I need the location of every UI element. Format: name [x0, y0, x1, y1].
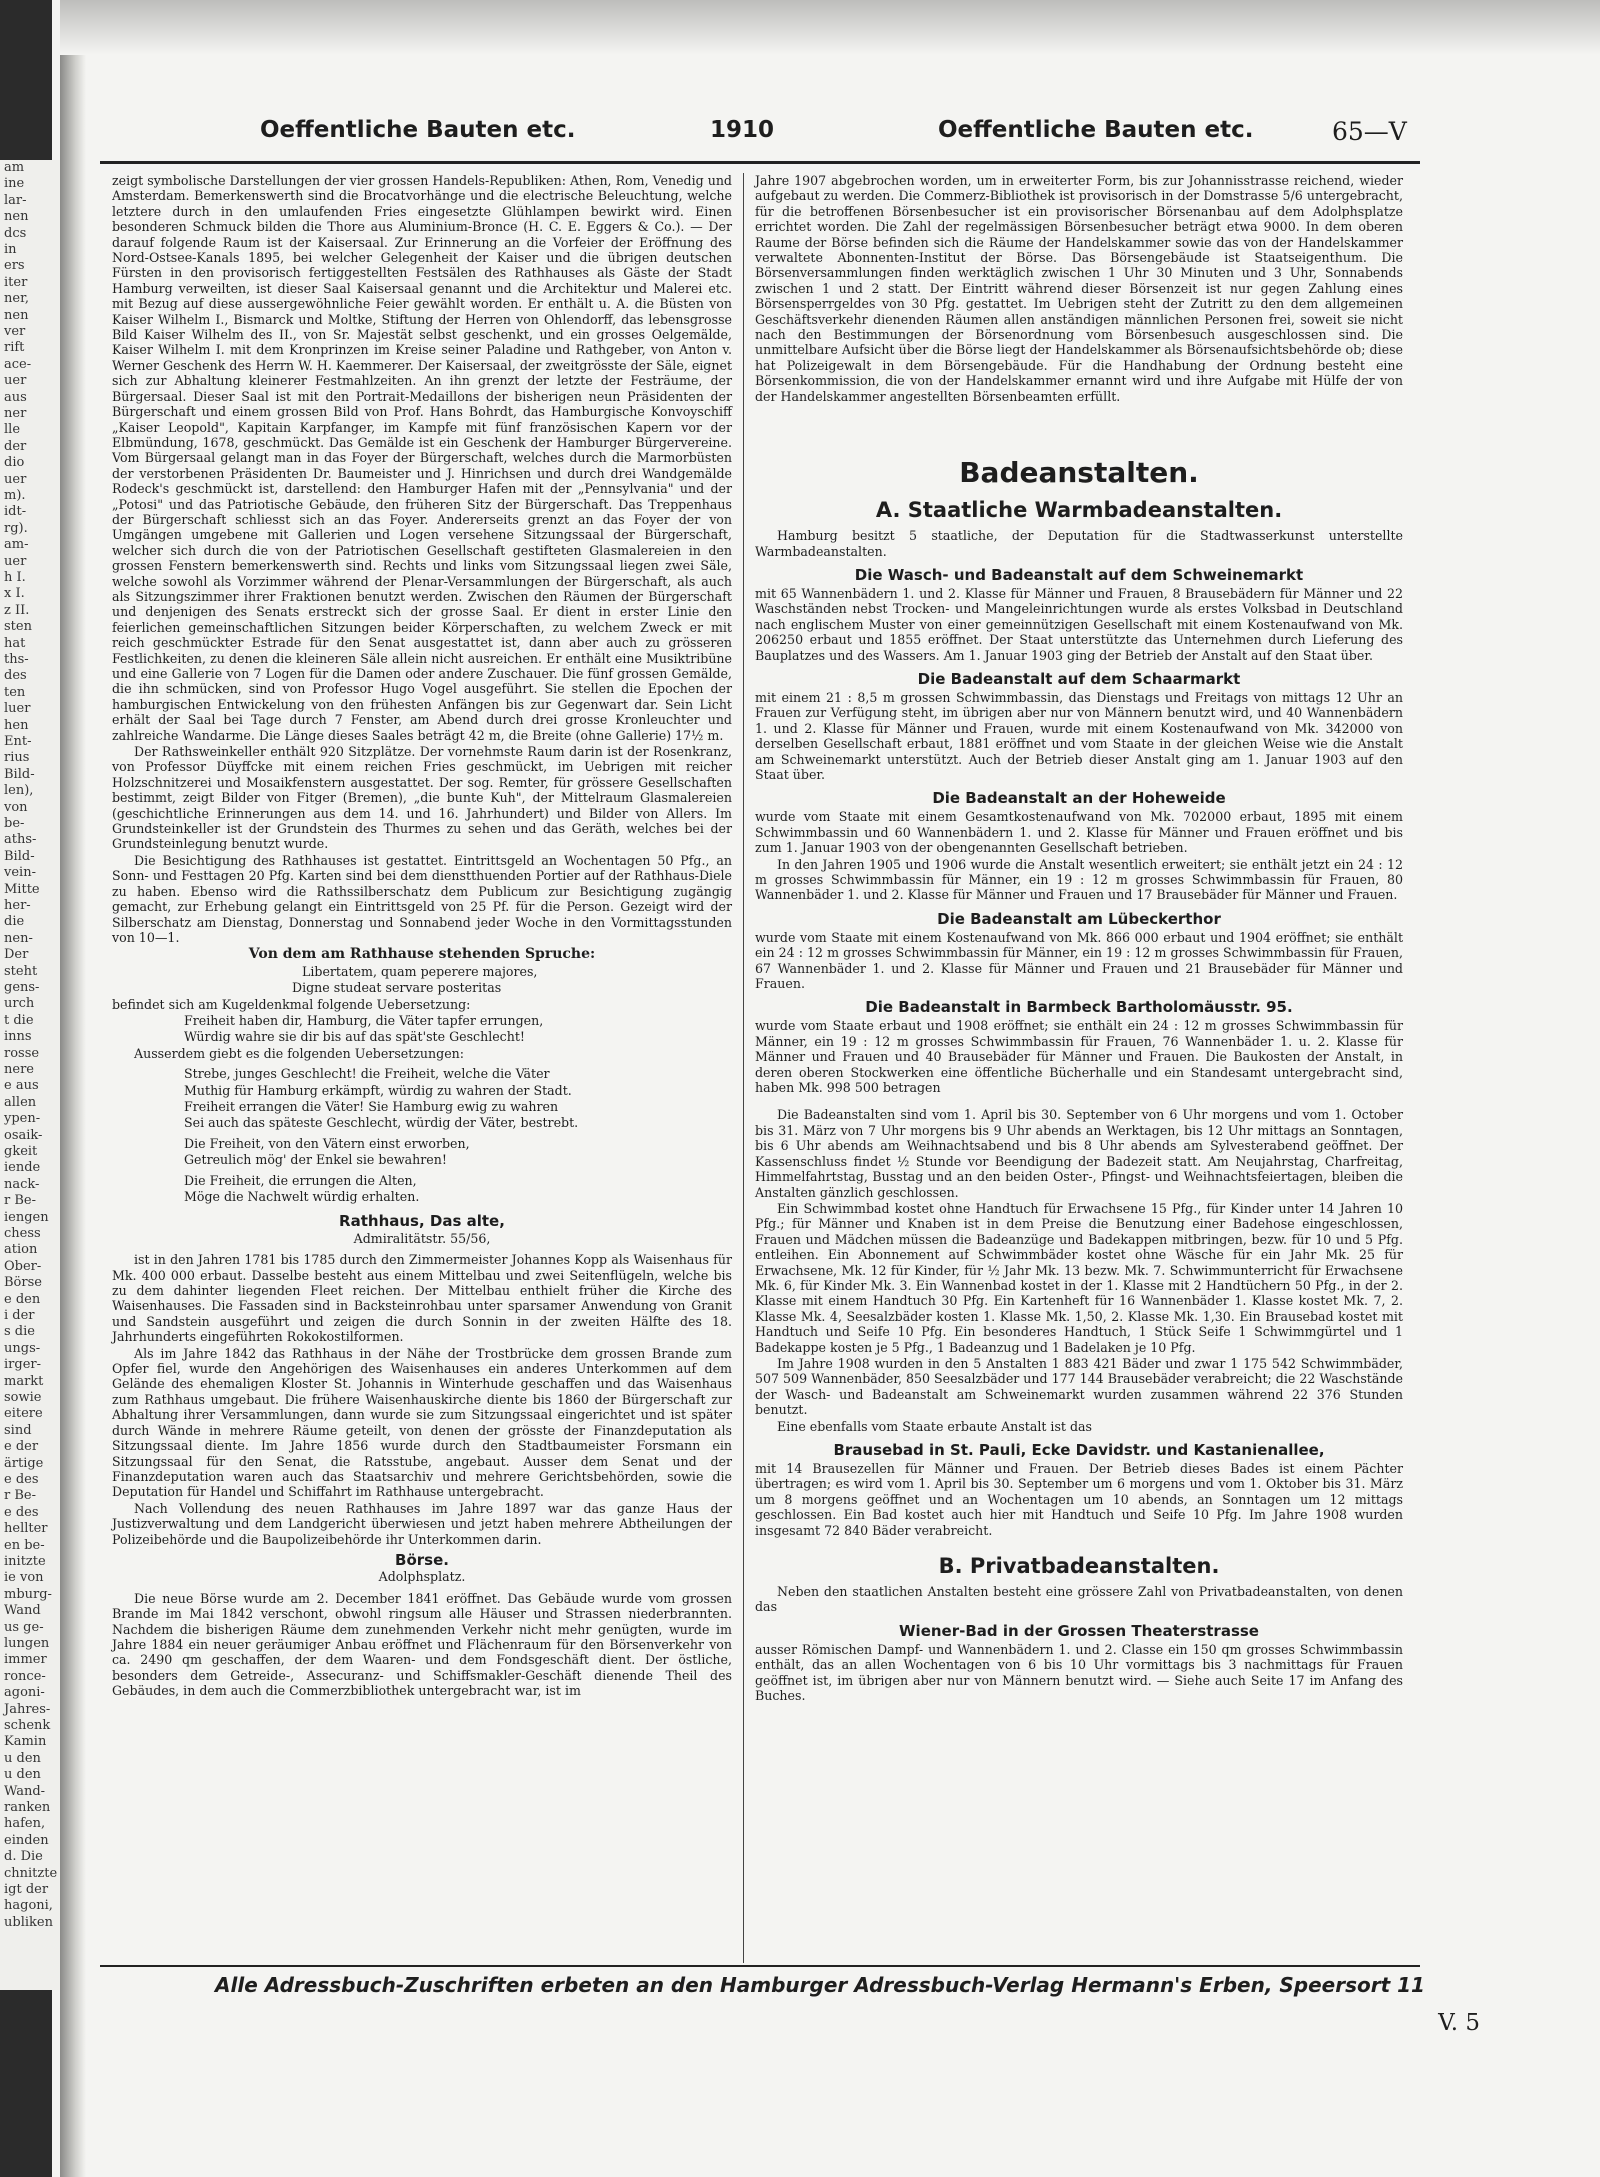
- adjacent-page-fragment: ubliken: [4, 1914, 53, 1930]
- entry-heading: Die Badeanstalt an der Hoheweide: [932, 789, 1226, 808]
- adjacent-page-fragment: Kamin: [4, 1734, 47, 1750]
- paragraph: mit 14 Brausezellen für Männer und Frauen. Der Betrieb dieses Bades ist einem Pächter übertragen; es wird vom 1. April bis 30. September um 6 morgens und vom 1. Oktober bis 31. März um 8 morgens geöffnet und an Wochentagen um 10 abends, an Sonntagen um 12 mittags geschlossen. Ein Bad kostet auch hier mit Handtuch und Seife 10 Pfg. Im Jahre 1908 wurden insgesamt 72 840 Bäder verabreicht.: [755, 1461, 1403, 1538]
- adjacent-page-fragment: Ent-: [4, 734, 32, 749]
- running-header: [100, 117, 1540, 153]
- verse-line: Freiheit haben dir, Hamburg, die Väter tapfer errungen,: [184, 1012, 544, 1028]
- adjacent-page-fragment: mburg-: [4, 1586, 52, 1602]
- adjacent-page-fragment: hafen,: [4, 1816, 46, 1832]
- paragraph: Als im Jahre 1842 das Rathhaus in der Nähe der Trostbrücke dem grossen Brande zum Opfer fiel, wurde den Angehörigen des Waisenhauses ein anderes Unterkommen auf dem Gelände des ehemaligen Kloster St. Johannis in Winterhude geschaffen und das Waisenhaus zum Rathhaus umgebaut. Die frühere Waisenhauskirche diente bis 1860 der Bürgerschaft zur Abhaltung ihrer Versammlungen, dann wurde sie zum Sitzungssaal eingerichtet und ist später durch Wände in mehrere Räume geteilt, von denen der grösste der Finanzdeputation als Sitzungssaal diente. Im Jahre 1856 wurde durch den Stadtbaumeister Forsmann ein Sitzungssaal für den Senat, die Ratsstube, angebaut. Ausser dem Senat und der Finanzdeputation waren auch das Staatsarchiv und mehrere Gerichtsbehörden, sowie die Deputation für Handel und Schiffahrt im Rathhause untergebracht.: [112, 1345, 732, 1500]
- header-rule: [100, 161, 1420, 164]
- paragraph: In den Jahren 1905 und 1906 wurde die Anstalt wesentlich erweitert; sie enthält jetzt ein 24 : 12 m grosses Schwimmbassin für Männer, ein 19 : 12 m grosses Schwimmbassin für Frauen, 80 Wannenbäder 1. und 2. Klasse für Männer und Frauen und 17 Brausebäder für Männer und Frauen.: [755, 856, 1403, 903]
- adjacent-page-fragment: einden: [4, 1832, 49, 1848]
- paragraph: wurde vom Staate erbaut und 1908 eröffnet; sie enthält ein 24 : 12 m grosses Schwimmbassin für Männer, ein 19 : 12 m grosses Schwimmbassin für Frauen, 76 Wannenbäder 1. u. 2. Klasse für Männer und Frauen und 40 Brausebäder für Männer und Frauen. Die Baukosten der Anstalt, in deren oberen Stockwerken eine öffentliche Bücherhalle und ein Standesamt untergebracht sind, haben Mk. 998 500 betragen: [755, 1018, 1403, 1096]
- adjacent-page-fragment: ranken: [4, 1800, 51, 1815]
- adjacent-page-fragment: nen-: [4, 930, 33, 946]
- column-divider: [743, 173, 744, 1963]
- adjacent-page-fragment: her-: [4, 898, 31, 913]
- verse-line: Sei auch das späteste Geschlecht, würdig der Väter, bestrebt.: [184, 1115, 579, 1131]
- adjacent-page-fragment: e des: [4, 1504, 39, 1520]
- adjacent-page-fragment: sind: [4, 1422, 32, 1438]
- adjacent-page-fragment: ths-: [4, 652, 29, 667]
- adjacent-page-fragment: ace-: [4, 356, 32, 372]
- adjacent-page-fragment: x I.: [4, 586, 25, 602]
- adjacent-page-fragment: lar-: [4, 192, 27, 208]
- entry-heading: Die Badeanstalt am Lübeckerthor: [937, 909, 1221, 928]
- entry-address: Adolphsplatz.: [378, 1569, 466, 1585]
- adjacent-page-fragment: inns: [4, 1029, 32, 1045]
- adjacent-page-fragment: uer: [4, 373, 27, 389]
- adjacent-page-fragment: lungen: [4, 1636, 50, 1651]
- adjacent-page-fragment: s die: [4, 1324, 35, 1340]
- verse-line: Digne studeat servare posteritas: [292, 980, 502, 996]
- header-right-title: Oeffentliche Bauten etc.: [938, 117, 1254, 143]
- adjacent-page-fragment: am: [4, 160, 25, 175]
- adjacent-page-fragment: aths-: [4, 832, 37, 848]
- adjacent-page-fragment: e aus: [4, 1078, 39, 1094]
- adjacent-page-fragment: ronce-: [4, 1668, 46, 1684]
- verse-line: Getreulich mög' der Enkel sie bewahren!: [184, 1152, 447, 1168]
- adjacent-page-fragment: z II.: [4, 602, 30, 618]
- adjacent-page-fragment: der: [4, 438, 27, 454]
- paragraph: Ein Schwimmbad kostet ohne Handtuch für Erwachsene 15 Pfg., für Kinder unter 14 Jahren 10 Pfg.; für Männer und Knaben ist in dem Preise die Benutzung einer Badehose eingeschlossen, Frauen und Mädchen müssen die Badeanzüge und Badekappen mitbringen, bezw. für 10 und 5 Pfg. entleihen. Ein Abonnement auf Schwimmbäder kostet ohne Wäsche für ein Jahr Mk. 25 für Erwachsene, Mk. 12 für Kinder, für ½ Jahr Mk. 13 bezw. Mk. 7. Schwimmunterricht für Erwachsene Mk. 6, für Kinder Mk. 3. Ein Wannenbad kostet in der 1. Klasse mit 2 Handtüchern 50 Pfg., in der 2. Klasse mit einem Handtuch 30 Pfg. Ein Kartenheft für 16 Wannenbäder 1. Klasse kostet Mk. 7, 2. Klasse Mk. 4, Seesalzbäder kosten 1. Klasse Mk. 1,50, 2. Klasse Mk. 1,30. Ein Brausebad kostet mit Handtuch und Seife 10 Pfg. Ein besonderes Handtuch, 1 Stück Seife 1 Schwimmgürtel und 1 Badekappe kosten je 5 Pfg., 1 Badeanzug und 1 Badelaken je 10 Pfg.: [755, 1200, 1403, 1355]
- paragraph: Nach Vollendung des neuen Rathhauses im Jahre 1897 war das ganze Haus der Justizverwaltung und dem Landgericht überwiesen und jetzt haben mehrere Abtheilungen der Polizeibehörde und die Baupolizeibehörde ihr Unterkommen darin.: [112, 1500, 732, 1547]
- adjacent-page-fragment: urch: [4, 996, 35, 1012]
- adjacent-page-fragment: ungs-: [4, 1340, 41, 1356]
- adjacent-page-fragment: die: [4, 914, 25, 930]
- verse-line: Muthig für Hamburg erkämpft, würdig zu wahren der Stadt.: [184, 1082, 572, 1098]
- adjacent-page-fragment: rift: [4, 340, 25, 356]
- adjacent-page-fragment: aus: [4, 389, 27, 405]
- entry-address: Admiralitätstr. 55/56,: [353, 1230, 491, 1246]
- right-column: [755, 173, 1403, 1703]
- adjacent-page-fragment: uer: [4, 553, 27, 569]
- adjacent-page-fragment: markt: [4, 1373, 44, 1389]
- section-heading: Von dem am Rathhause stehenden Spruche:: [248, 946, 596, 963]
- paragraph: Im Jahre 1908 wurden in den 5 Anstalten 1 883 421 Bäder und zwar 1 175 542 Schwimmbäder, 507 509 Wannenbäder, 850 Seesalzbäder und 177 144 Brausebäder verabreicht; die 22 Waschstände der Wasch- und Badeanstalt am Schweinemarkt wurden zusammen während 22 376 Stunden benutzt.: [755, 1355, 1403, 1418]
- page: [100, 95, 1540, 2095]
- adjacent-page-fragment: nen: [4, 209, 29, 225]
- adjacent-page-fragment: des: [4, 668, 27, 684]
- entry-heading: Die Badeanstalt in Barmbeck Bartholomäusstr. 95.: [865, 998, 1293, 1017]
- adjacent-page-fragment: e den: [4, 1291, 41, 1307]
- adjacent-page-fragment: in: [4, 242, 17, 257]
- entry-heading: Rathhaus, Das alte,: [339, 1212, 505, 1231]
- adjacent-page-fragment: sowie: [4, 1390, 42, 1405]
- adjacent-page-fragment: allen: [4, 1094, 37, 1110]
- adjacent-page-fragment: r Be-: [4, 1488, 36, 1504]
- footer-notice: Alle Adressbuch-Zuschriften erbeten an den Hamburger Adressbuch-Verlag Hermann's Erben, Speersort 11: [215, 1973, 1425, 1997]
- adjacent-page-fragment: ers: [4, 258, 25, 274]
- adjacent-page-fragment: en be-: [4, 1537, 45, 1553]
- verse-line: Die Freiheit, von den Vätern einst erworben,: [184, 1135, 470, 1151]
- paragraph: mit einem 21 : 8,5 m grossen Schwimmbassin, das Dienstags und Freitags von mittags 12 Uhr an Frauen zur Verfügung steht, im übrigen aber nur von Männern benutzt wird, und 40 Wannenbädern 1. und 2. Klasse für Männer und Frauen, wurde mit einem Kostenaufwand von Mk. 342000 von derselben Gesellschaft erbaut, 1881 eröffnet und vom Staate in der gleichen Weise wie die Anstalt am Schweinemarkt unterstützt. Auch der Betrieb dieser Anstalt ging am 1. Januar 1903 auf den Staat über.: [755, 689, 1403, 782]
- verse-line: Möge die Nachwelt würdig erhalten.: [184, 1189, 420, 1204]
- adjacent-page-fragment: gens-: [4, 980, 40, 995]
- adjacent-page-fragment: von: [4, 799, 28, 815]
- adjacent-page-fragment: am-: [4, 537, 29, 553]
- adjacent-page-fragment: us ge-: [4, 1619, 44, 1635]
- paragraph: Hamburg besitzt 5 staatliche, der Deputation für die Stadtwasserkunst unterstellte Warmbadeanstalten.: [755, 528, 1403, 559]
- adjacent-page-fragment: Bild-: [4, 766, 35, 782]
- adjacent-page-fragment: dio: [4, 455, 25, 471]
- adjacent-page-fragment: igt der: [4, 1882, 49, 1897]
- adjacent-page-fragment: ärtige: [4, 1455, 44, 1471]
- paragraph: zeigt symbolische Darstellungen der vier grossen Handels-Republiken: Athen, Rom, Venedig und Amsterdam. Bemerkenswerth sind die Brocatvorhänge und die electrische Beleuchtung, welche letztere durch in den umlaufenden Fries eingesetzte Glühlampen bewirkt wird. Einen besonderen Schmuck bilden die Thore aus Aluminium-Bronce (H. C. E. Eggers & Co.). — Der darauf folgende Raum ist der Kaisersaal. Zur Erinnerung an die Vorfeier der Eröffnung des Nord-Ostsee-Kanals 1895, bei welcher Gelegenheit der Kaiser und die übrigen deutschen Fürsten in den provisorisch fertiggestellten Festsälen des Rathhauses als Gäste der Stadt Hamburg verweilten, ist dieser Saal Kaisersaal genannt und die Architektur und Malerei etc. mit Bezug auf diese aussergewöhnliche Feier gewählt worden. Er enthält u. A. die Büsten von Kaiser Wilhelm I., Bismarck und Moltke, Stiftung der Herren von Ohlendorff, das lebensgrosse Bild Kaiser Wilhelm des II., von Sr. Majestät selbst geschenkt, und ein grosses Oelgemälde, Kaiser Wilhelm I. mit dem Kronprinzen im Kreise seiner Paladine und Rathgeber, von Anton v. Werner Geschenk des Herrn W. H. Kaemmerer. Der Kaisersaal, der zweitgrösste der Säle, eignet sich zur Abhaltung kleinerer Festmahlzeiten. An ihn grenzt der letzte der Festräume, der Bürgersaal. Dieser Saal ist mit den Portrait-Medaillons der bisherigen neun Präsidenten der Bürgerschaft und einem grossen Bild von Prof. Hans Bohrdt, das Hamburgische Konvoyschiff „Kaiser Leopold", Kapitain Karpfanger, im Kampfe mit fünf französischen Kapern vor der Elbmündung, 1678, geschmückt. Das Gemälde ist ein Geschenk der Hamburger Bürgervereine. Vom Bürgersaal gelangt man in das Foyer der Bürgerschaft, welches durch die Marmorbüsten der verstorbenen Präsidenten Dr. Baumeister und J. Hinrichsen und durch drei Wandgemälde Rodeck's geschmückt ist, darstellend: den Hamburger Hafen mit der „Pennsylvania" und der „Potosi" und das Patriotische Gebäude, den früheren Sitz der Bürgerschaft. Das Treppenhaus der Bürgerschaft schliesst sich an das Foyer. Andererseits grenzt an das Foyer der von Umgängen umgebene mit Gallerien und Logen versehene Sitzungssaal der Bürgerschaft, welcher sich durch die von der Patriotischen Gesellschaft gestifteten Glasmalereien in den grossen Fenstern bemerkenswerth sind. Rechts und links vom Sitzungssaal liegen zwei Säle, welche sowohl als Vorzimmer während der Plenar-Versammlungen der Bürgerschaft, als auch als Sitzungszimmer ihrer Fraktionen benutzt werden. Zwischen den Räumen der Bürgerschaft und denjenigen des Senats erstreckt sich der grosse Saal. Er dient in erster Linie den feierlichen gemeinschaftlichen Sitzungen beider Körperschaften, zu welchem Zweck er mit reich geschmückter Estrade für den Senat ausgestattet ist, dann aber auch zu grösseren Festlichkeiten, zu denen die kleineren Säle allein nicht ausreichen. Er enthält eine Musiktribüne und eine Gallerie von 7 Logen für die Damen oder andere Zuschauer. Die fünf grossen Gemälde, die ihn schmücken, sind von Professor Hugo Vogel ausgeführt. Sie stellen die Epochen der hamburgischen Entwickelung von den frühesten Anfängen bis zur Gegenwart dar. Sein Licht erhält der Saal bei Tage durch 7 Fenster, am Abend durch drei grosse Kronleuchter und zahlreiche Wandarme. Die Länge dieses Saales beträgt 42 m, die Breite (ohne Gallerie) 17½ m.: [112, 173, 732, 743]
- adjacent-page-fragment: schenk: [4, 1718, 51, 1733]
- header-page-number: 65—V: [1332, 117, 1407, 146]
- paragraph: wurde vom Staate mit einem Gesamtkostenaufwand von Mk. 702000 erbaut, 1895 mit einem Schwimmbassin und 60 Wannenbädern 1. und 2. Klasse für Männer und Frauen eröffnet und bis zum 1. Januar 1903 von der obengenannten Gesellschaft betrieben.: [755, 809, 1403, 856]
- adjacent-page-fragment: ver: [4, 324, 26, 339]
- adjacent-page-fragment: ten: [4, 684, 26, 700]
- adjacent-page-fragment: Jahres-: [4, 1701, 51, 1717]
- scan-top-shadow: [60, 0, 1600, 55]
- adjacent-page-fragment: Ober-: [4, 1258, 42, 1274]
- adjacent-page-fragment: hellter: [4, 1521, 48, 1537]
- adjacent-page-fragment: rius: [4, 750, 30, 766]
- verse-line: Freiheit errangen die Väter! Sie Hamburg ewig zu wahren: [184, 1098, 559, 1114]
- paragraph: ist in den Jahren 1781 bis 1785 durch den Zimmermeister Johannes Kopp als Waisenhaus für Mk. 400 000 erbaut. Dasselbe besteht aus einem Mittelbau und zwei Seitenflügeln, welche bis zu dem dahinter liegenden Fleet reichen. Der Mittelbau enthielt früher die Kirche des Waisenhauses. Die Fassaden sind in Backsteinrohbau unter sparsamer Anwendung von Granit und Sandstein ausgeführt und zeigen die durch Sonnin in der zweiten Hälfte des 18. Jahrhunderts eingeführten Rokokostilformen.: [112, 1252, 732, 1345]
- adjacent-page-fragment: eitere: [4, 1406, 43, 1422]
- adjacent-page-fragment: Wand-: [4, 1783, 46, 1799]
- adjacent-page-fragment: ie von: [4, 1570, 44, 1586]
- adjacent-page-fragment: immer: [4, 1652, 47, 1668]
- paragraph: Die Besichtigung des Rathhauses ist gestattet. Eintrittsgeld an Wochentagen 50 Pfg., an Sonn- und Festtagen 20 Pfg. Karten sind bei dem dienstthuenden Portier auf der Rathhaus-Diele zu haben. Ebenso wird die Rathssilberschatz dem Publicum zur Besichtigung zugängig gemacht, zur Erhebung gelangt ein Eintrittsgeld von 25 Pf. für die Person. Gezeigt wird der Silberschatz am Dienstag, Donnerstag und Sonnabend jeder Woche in den Vormittagsstunden von 10—1.: [112, 852, 732, 945]
- adjacent-page-fragment: r Be-: [4, 1193, 36, 1209]
- adjacent-page-fragment: nack-: [4, 1176, 40, 1192]
- paragraph: Die Badeanstalten sind vom 1. April bis 30. September von 6 Uhr morgens und vom 1. October bis 31. März von 7 Uhr morgens bis 9 Uhr abends an Werktagen, bis 12 Uhr mittags an Sonntagen, bis 6 Uhr abends am Weihnachtsabend und bis 8 Uhr abends am Sylvesterabend geöffnet. Der Kassenschluss findet ½ Stunde vor Beendigung der Badezeit statt. Am Neujahrstag, Charfreitag, Himmelfahrtstag, Busstag und an den beiden Oster-, Pfingst- und Weihnachtsfeiertagen, bleiben die Anstalten gänzlich geschlossen.: [755, 1107, 1403, 1200]
- adjacent-page-fragment: irger-: [4, 1357, 41, 1373]
- adjacent-page-fragment: nen: [4, 307, 29, 323]
- adjacent-page-fragment: osaik-: [4, 1127, 43, 1143]
- adjacent-page-fragment: iende: [4, 1160, 41, 1176]
- footer-page-marker: V. 5: [1438, 2010, 1480, 2036]
- adjacent-page-fragment: m).: [4, 488, 26, 503]
- adjacent-page-fragment: Der: [4, 947, 29, 963]
- entry-heading: Die Badeanstalt auf dem Schaarmarkt: [917, 669, 1241, 688]
- subsection-title-staatliche: A. Staatliche Warmbadeanstalten.: [875, 498, 1283, 523]
- adjacent-page-fragment: h I.: [4, 570, 26, 585]
- paragraph: Neben den staatlichen Anstalten besteht eine grössere Zahl von Privatbadeanstalten, von denen das: [755, 1584, 1403, 1615]
- entry-heading: Brausebad in St. Pauli, Ecke Davidstr. und Kastanienallee,: [833, 1441, 1325, 1459]
- adjacent-page-fragment: e der: [4, 1439, 39, 1455]
- adjacent-page-fragment: hagoni,: [4, 1898, 53, 1914]
- adjacent-page-fragment: iter: [4, 274, 28, 290]
- left-column: [112, 173, 732, 1699]
- paragraph: mit 65 Wannenbädern 1. und 2. Klasse für Männer und Frauen, 8 Brausebädern für Männer und 22 Waschständen nebst Trocken- und Mangeleinrichtungen wurde als erstes Volksbad in Deutschland nach englischem Muster von einer gemeinnützigen Gesellschaft mit einem Kostenaufwand von Mk. 206250 erbaut und 1855 eröffnet. Der Staat unterstützte das Unternehmen durch Lieferung des Bauplatzes und des Wassers. Am 1. Januar 1903 ging der Betrieb der Anstalt auf den Staat über.: [755, 585, 1403, 663]
- adjacent-page-fragment: i der: [4, 1308, 35, 1323]
- adjacent-page-fragment: Börse: [4, 1275, 42, 1291]
- adjacent-page-fragment: luer: [4, 701, 31, 717]
- adjacent-page-fragment: steht: [4, 963, 38, 979]
- adjacent-page-fragment: hen: [4, 717, 29, 733]
- adjacent-page-fragment: u den: [4, 1750, 41, 1766]
- adjacent-page-fragment: e des: [4, 1472, 39, 1487]
- header-left-title: Oeffentliche Bauten etc.: [260, 117, 576, 143]
- adjacent-page-fragment: agoni-: [4, 1685, 45, 1701]
- footer-rule: [100, 1965, 1420, 1967]
- adjacent-page-fragment: u den: [4, 1767, 41, 1783]
- subsection-title-privat: B. Privatbadeanstalten.: [938, 1554, 1220, 1579]
- adjacent-page-fragment: Mitte: [4, 881, 40, 897]
- adjacent-page-fragment: iengen: [4, 1209, 49, 1225]
- gutter-shadow: [60, 0, 86, 2177]
- adjacent-page-fragment: chess: [4, 1226, 41, 1241]
- adjacent-page-fragment: initzte: [4, 1554, 46, 1569]
- verse-line: Die Freiheit, die errungen die Alten,: [184, 1172, 417, 1188]
- adjacent-page-fragment: ypen-: [4, 1111, 41, 1127]
- adjacent-page-fragment: t die: [4, 1012, 34, 1028]
- adjacent-page-fragment: vein-: [4, 865, 36, 881]
- entry-heading: Börse.: [395, 1550, 449, 1569]
- paragraph: Die neue Börse wurde am 2. December 1841 eröffnet. Das Gebäude wurde vom grossen Brande im Mai 1842 verschont, obwohl ringsum alle Häuser und Strassen niederbrannten. Nachdem die bisherigen Räume dem zunehmenden Verkehr nicht mehr genügten, wurde im Jahre 1884 ein neuer geräumiger Anbau eröffnet und Flächenraum für den Börsenverkehr von ca. 2490 qm geschaffen, der dem Waaren- und dem Fondsgeschäft dient. Der östliche, besonders dem Getreide-, Assecuranz- und Schiffsmakler-Geschäft dienende Theil des Gebäudes, in dem auch die Commerzbibliothek untergebracht war, ist im: [112, 1590, 732, 1699]
- verse-line: Würdig wahre sie dir bis auf das spät'ste Geschlecht!: [184, 1029, 525, 1045]
- adjacent-page-fragment: Bild-: [4, 848, 35, 864]
- adjacent-page-fragment: rg).: [4, 520, 28, 536]
- adjacent-page-fragment: len),: [4, 783, 34, 799]
- adjacent-page-fragment: sten: [4, 619, 32, 635]
- verse-line: Strebe, junges Geschlecht! die Freiheit, welche die Väter: [184, 1066, 550, 1082]
- adjacent-page-fragment: ation: [4, 1242, 38, 1258]
- header-year: 1910: [710, 117, 775, 143]
- adjacent-page-strip: [0, 160, 60, 1990]
- entry-heading: Die Wasch- und Badeanstalt auf dem Schweinemarkt: [854, 565, 1304, 584]
- adjacent-page-fragment: lle: [4, 422, 21, 438]
- adjacent-page-fragment: ner,: [4, 291, 29, 307]
- adjacent-page-fragment: idt-: [4, 504, 27, 520]
- adjacent-page-fragment: uer: [4, 471, 27, 487]
- adjacent-page-fragment: d. Die: [4, 1849, 43, 1865]
- paragraph: Eine ebenfalls vom Staate erbaute Anstalt ist das: [777, 1418, 1093, 1434]
- adjacent-page-fragment: hat: [4, 635, 26, 651]
- section-title-badeanstalten: Badeanstalten.: [959, 456, 1199, 490]
- adjacent-page-fragment: Wand: [4, 1603, 41, 1619]
- entry-heading: Wiener-Bad in der Grossen Theaterstrasse: [899, 1621, 1259, 1640]
- paragraph: Ausserdem giebt es die folgenden Uebersetzungen:: [134, 1045, 465, 1061]
- paragraph: befindet sich am Kugeldenkmal folgende Uebersetzung:: [112, 996, 471, 1012]
- verse-line: Libertatem, quam peperere majores,: [302, 963, 538, 979]
- adjacent-page-fragment: be-: [4, 816, 25, 831]
- adjacent-page-fragment: ner: [4, 406, 27, 421]
- adjacent-page-fragment: nere: [4, 1062, 34, 1077]
- paragraph: wurde vom Staate mit einem Kostenaufwand von Mk. 866 000 erbaut und 1904 eröffnet; sie enthält ein 24 : 12 m grosses Schwimmbassin für Männer, ein 19 : 12 m grosses Schwimmbassin für Frauen, 67 Wannenbäder 1. und 2. Klasse für Männer und Frauen und 21 Brausebäder für Männer und Frauen.: [755, 929, 1403, 992]
- paragraph: ausser Römischen Dampf- und Wannenbädern 1. und 2. Classe ein 150 qm grosses Schwimmbassin enthält, das an allen Wochentagen von 6 bis 10 Uhr vormittags bis 3 nachmittags für Frauen geöffnet ist, im übrigen aber nur von Männern benutzt wird. — Siehe auch Seite 17 im Anfang des Buches.: [755, 1641, 1403, 1704]
- adjacent-page-fragment: chnitzte: [4, 1865, 58, 1881]
- paragraph: Jahre 1907 abgebrochen worden, um in erweiterter Form, bis zur Johannisstrasse reichend, wieder aufgebaut zu werden. Die Commerz-Bibliothek ist provisorisch in der Domstrasse 5/6 untergebracht, für die betroffenen Börsenbesucher ist ein provisorischer Börsenanbau auf dem Adolphsplatze errichtet worden. Die Zahl der regelmässigen Börsenbesucher beträgt etwa 9000. In dem oberen Raume der Börse befinden sich die Räume der Handelskammer sowie das von der Handelskammer verwaltete Abonnenten-Institut der Börse. Das Börsengebäude ist Staatseigenthum. Die Börsenversammlungen finden werktäglich zwischen 1 Uhr 30 Minuten und 3 Uhr, Sonnabends zwischen 1 und 2 statt. Der Eintritt während dieser Börsenzeit ist nur gegen Zahlung eines Börsensperrgeldes von 30 Pfg. gestattet. Im Uebrigen steht der Zutritt zu den dem allgemeinen Geschäftsverkehr dienenden Räumen allen anständigen männlichen Personen frei, soweit sie nicht nach den Bestimmungen der Börsenordnung vom Börsenbesuch ausgeschlossen sind. Die unmittelbare Aufsicht über die Börse liegt der Handelskammer als Börsenaufsichtsbehörde ob; diese hat Polizeigewalt in dem Börsengebäude. Für die Handhabung der Ordnung besteht eine Börsenkommission, die von der Handelskammer ernannt wird und ihre Aufgabe mit Hülfe der von der Handelskammer angestellten Börsenbeamten erfüllt.: [755, 173, 1403, 404]
- paragraph: Der Rathsweinkeller enthält 920 Sitzplätze. Der vornehmste Raum darin ist der Rosenkranz, von Professor Düyffcke mit einem reichen Fries geschmückt, im Uebrigen mit reicher Holzschnitzerei und Mosaikfenstern ausgestattet. Der sog. Remter, für grössere Gesellschaften bestimmt, zeigt Bilder von Fitger (Bremen), „die bunte Kuh", der Mittelraum Glasmalereien (geschichtliche Erinnerungen aus dem 14. und 16. Jahrhundert) und Bilder von Allers. Im Grundsteinkeller ist der Grundstein des Thurmes zu sehen und das Geräth, welches bei der Grundsteinlegung benutzt wurde.: [112, 744, 732, 852]
- adjacent-page-fragment: rosse: [4, 1045, 40, 1061]
- adjacent-page-fragment: gkeit: [4, 1144, 38, 1159]
- adjacent-page-fragment: ine: [4, 176, 25, 192]
- adjacent-page-fragment: dcs: [4, 225, 27, 241]
